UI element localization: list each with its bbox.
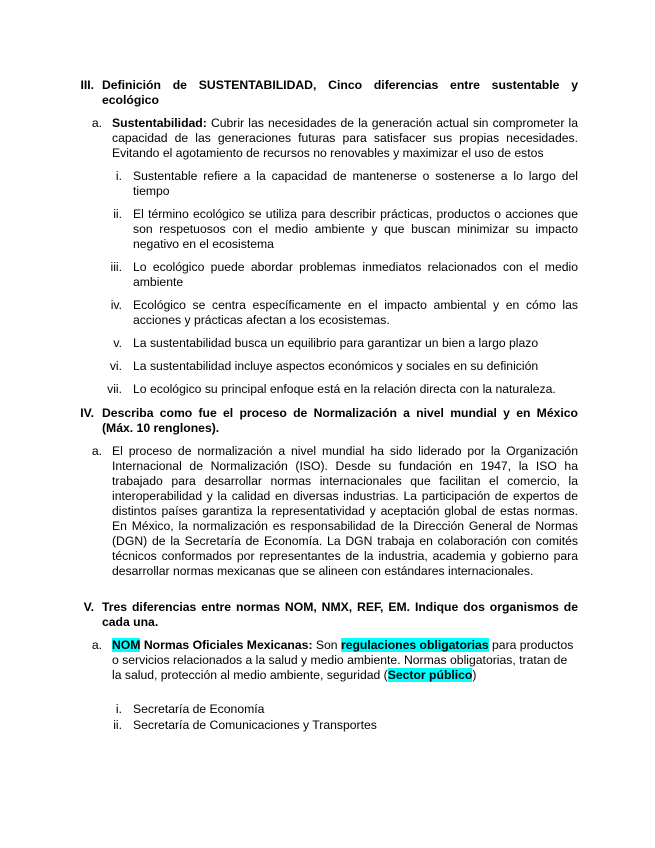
sub-item-label: iv. <box>110 298 122 312</box>
sub-item-label: vi. <box>109 359 122 373</box>
sub-item-label: i. <box>115 169 122 183</box>
nom-highlight: NOM <box>112 638 141 652</box>
sub-item-label: ii. <box>113 718 122 732</box>
item-label: a. <box>91 444 102 458</box>
list-item: Lo ecológico su principal enfoque está en la relación directa con la naturaleza. <box>133 382 556 396</box>
section-number: IV. <box>80 406 94 420</box>
list-item: Secretaría de Comunicaciones y Transportes <box>133 718 377 732</box>
list-item: La sustentabilidad incluye aspectos económicos y sociales en su definición <box>133 359 539 373</box>
definition-text: Cubrir las necesidades de la generación actual sin comprometer la capacidad de las generaciones futuras para satisfacer sus propias necesidades. Evitando el agotamiento de recursos no renovables y maximizar el uso de estos <box>112 116 578 160</box>
list-item: El término ecológico se utiliza para describir prácticas, productos o acciones que son respetuosos con el medio ambiente y que buscan minimizar su impacto negativo en el ecosistema <box>133 207 578 251</box>
section-number: III. <box>80 78 94 92</box>
section-title: Describa como fue el proceso de Normalización a nivel mundial y en México (Máx. 10 renglones). <box>102 406 578 435</box>
nom-text: para productos o servicios relacionados a la salud y medio ambiente. Normas obligatorias, tratan de la salud, protección al medio ambiente, seguridad ( <box>112 638 574 682</box>
list-item: Sustentable refiere a la capacidad de mantenerse o sostenerse a lo largo del tiempo <box>133 169 578 198</box>
public-sector-highlight: Sector público <box>387 668 473 682</box>
obligatory-highlight: regulaciones obligatorias <box>340 638 489 652</box>
sub-item-label: iii. <box>110 260 122 274</box>
definition-term: Sustentabilidad: <box>112 116 207 130</box>
sub-item-label: i. <box>115 702 122 716</box>
item-label: a. <box>91 638 102 652</box>
item-label: a. <box>91 116 102 130</box>
normalization-paragraph: El proceso de normalización a nivel mundial ha sido liderado por la Organización Internacional de Normalización (ISO). Desde su fundación en 1947, la ISO ha trabajado para desarrollar normas internacionales que facilitan el comercio, la interoperabilidad y la calidad en diversas industrias. La participación de expertos de distintos países garantiza la representatividad y aceptación global de estas normas. En México, la normalización es responsabilidad de la Dirección General de Normas (DGN) de la Secretaría de Economía. La DGN trabaja en colaboración con comités técnicos conformados por representantes de la industria, academia y gobierno para desarrollar normas mexicanas que se alineen con estándares internacionales. <box>112 444 578 578</box>
sub-item-label: ii. <box>113 207 122 221</box>
list-item: Secretaría de Economía <box>133 702 265 716</box>
list-item: Lo ecológico puede abordar problemas inmediatos relacionados con el medio ambiente <box>133 260 578 289</box>
nom-text: Son <box>312 638 341 652</box>
sub-item-label: v. <box>113 336 122 350</box>
list-item: Ecológico se centra específicamente en el impacto ambiental y en cómo las acciones y prácticas afectan a los ecosistemas. <box>133 298 578 327</box>
section-title: Tres diferencias entre normas NOM, NMX, REF, EM. Indique dos organismos de cada una. <box>102 600 578 629</box>
nom-text: ) <box>472 668 477 682</box>
list-item: La sustentabilidad busca un equilibrio para garantizar un bien a largo plazo <box>133 336 539 350</box>
definition-paragraph <box>112 116 578 161</box>
nom-paragraph <box>112 638 578 683</box>
section-number: V. <box>83 600 94 614</box>
nom-term: Normas Oficiales Mexicanas: <box>140 638 313 652</box>
section-title: Definición de SUSTENTABILIDAD, Cinco diferencias entre sustentable y ecológico <box>102 78 578 107</box>
sub-item-label: vii. <box>107 382 122 396</box>
